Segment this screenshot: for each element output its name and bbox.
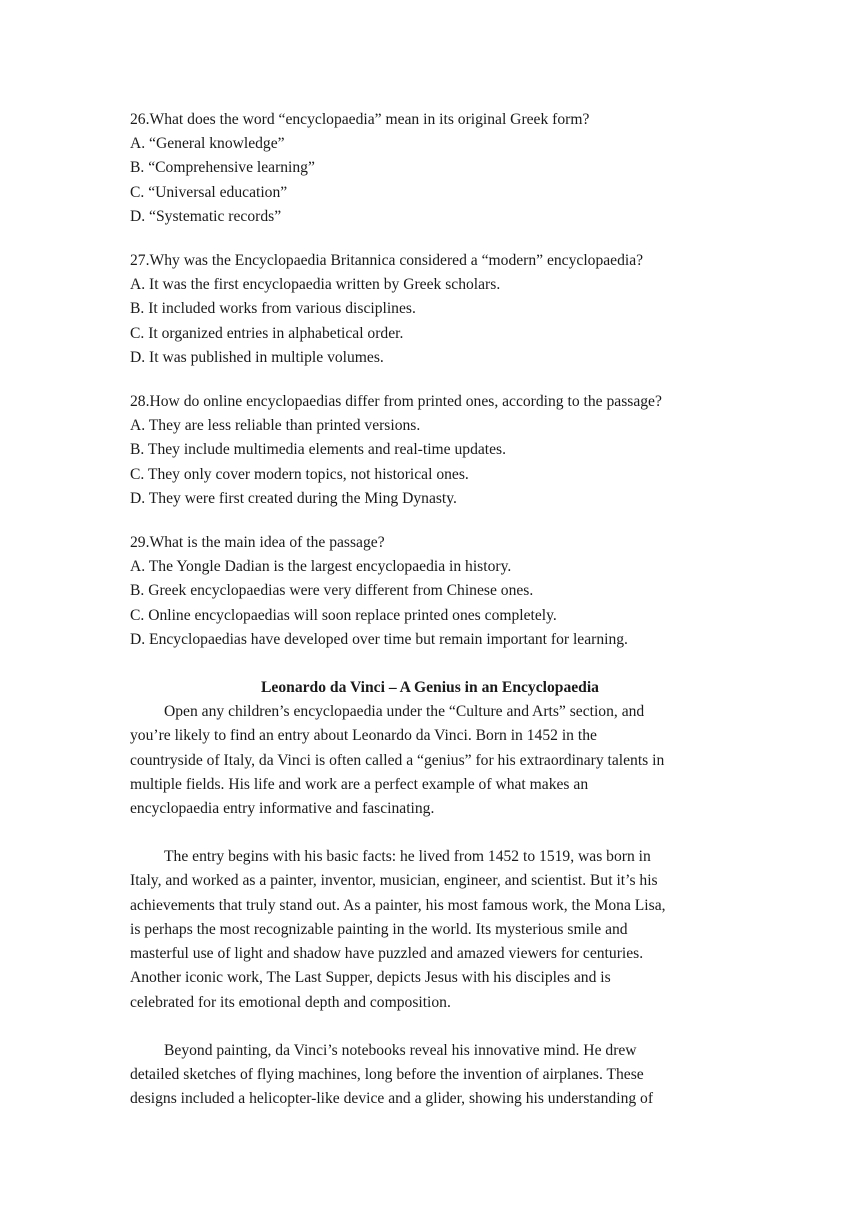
paragraph-line: masterful use of light and shadow have puzzled and amazed viewers for centuries.	[130, 945, 644, 963]
paragraph-line: detailed sketches of flying machines, long before the invention of airplanes. These	[130, 1065, 644, 1083]
question-26	[130, 108, 730, 229]
question-stem: 29.What is the main idea of the passage?	[130, 534, 385, 552]
option-c: C. It organized entries in alphabetical order.	[130, 324, 404, 342]
paragraph-line: achievements that truly stand out. As a painter, his most famous work, the Mona Lisa,	[130, 896, 666, 914]
passage-paragraph	[130, 1039, 730, 1112]
paragraph-line: designs included a helicopter-like device and a glider, showing his understanding of	[130, 1090, 654, 1108]
paragraph-line: Italy, and worked as a painter, inventor, musician, engineer, and scientist. But it’s his	[130, 872, 658, 890]
option-a: A. “General knowledge”	[130, 135, 285, 153]
option-c: C. “Universal education”	[130, 183, 288, 201]
question-28	[130, 390, 730, 511]
option-b: B. Greek encyclopaedias were very different from Chinese ones.	[130, 582, 534, 600]
question-stem: 27.Why was the Encyclopaedia Britannica considered a “modern” encyclopaedia?	[130, 252, 644, 270]
option-a: A. They are less reliable than printed versions.	[130, 417, 421, 435]
option-a: A. It was the first encyclopaedia written by Greek scholars.	[130, 276, 501, 294]
paragraph-line: encyclopaedia entry informative and fascinating.	[130, 800, 435, 818]
option-d: D. Encyclopaedias have developed over time but remain important for learning.	[130, 630, 628, 648]
passage-title: Leonardo da Vinci – A Genius in an Encyclopaedia	[261, 679, 599, 697]
option-b: B. “Comprehensive learning”	[130, 159, 315, 177]
question-stem: 26.What does the word “encyclopaedia” mean in its original Greek form?	[130, 111, 590, 128]
paragraph-line: celebrated for its emotional depth and composition.	[130, 993, 451, 1011]
passage-paragraph	[130, 700, 730, 821]
question-29	[130, 531, 730, 652]
paragraph-line: Beyond painting, da Vinci’s notebooks reveal his innovative mind. He drew	[164, 1041, 637, 1059]
option-d: D. It was published in multiple volumes.	[130, 348, 384, 366]
option-b: B. It included works from various disciplines.	[130, 300, 416, 318]
option-c: C. They only cover modern topics, not historical ones.	[130, 465, 469, 483]
question-stem: 28.How do online encyclopaedias differ from printed ones, according to the passage?	[130, 393, 662, 411]
paragraph-line: Another iconic work, The Last Supper, depicts Jesus with his disciples and is	[130, 969, 611, 987]
option-a: A. The Yongle Dadian is the largest encyclopaedia in history.	[130, 558, 512, 576]
option-d: D. They were first created during the Ming Dynasty.	[130, 489, 457, 507]
passage-paragraph	[130, 845, 730, 1014]
paragraph-line: multiple fields. His life and work are a perfect example of what makes an	[130, 775, 589, 793]
option-d: D. “Systematic records”	[130, 207, 282, 225]
option-c: C. Online encyclopaedias will soon replace printed ones completely.	[130, 606, 557, 624]
paragraph-line: Open any children’s encyclopaedia under the “Culture and Arts” section, and	[164, 703, 645, 721]
document-page	[130, 108, 730, 1111]
option-b: B. They include multimedia elements and real-time updates.	[130, 441, 507, 459]
paragraph-line: The entry begins with his basic facts: he lived from 1452 to 1519, was born in	[164, 848, 651, 866]
question-27	[130, 249, 730, 370]
paragraph-line: countryside of Italy, da Vinci is often called a “genius” for his extraordinary talents in	[130, 751, 665, 769]
paragraph-line: is perhaps the most recognizable painting in the world. Its mysterious smile and	[130, 920, 628, 938]
paragraph-line: you’re likely to find an entry about Leonardo da Vinci. Born in 1452 in the	[130, 727, 597, 745]
